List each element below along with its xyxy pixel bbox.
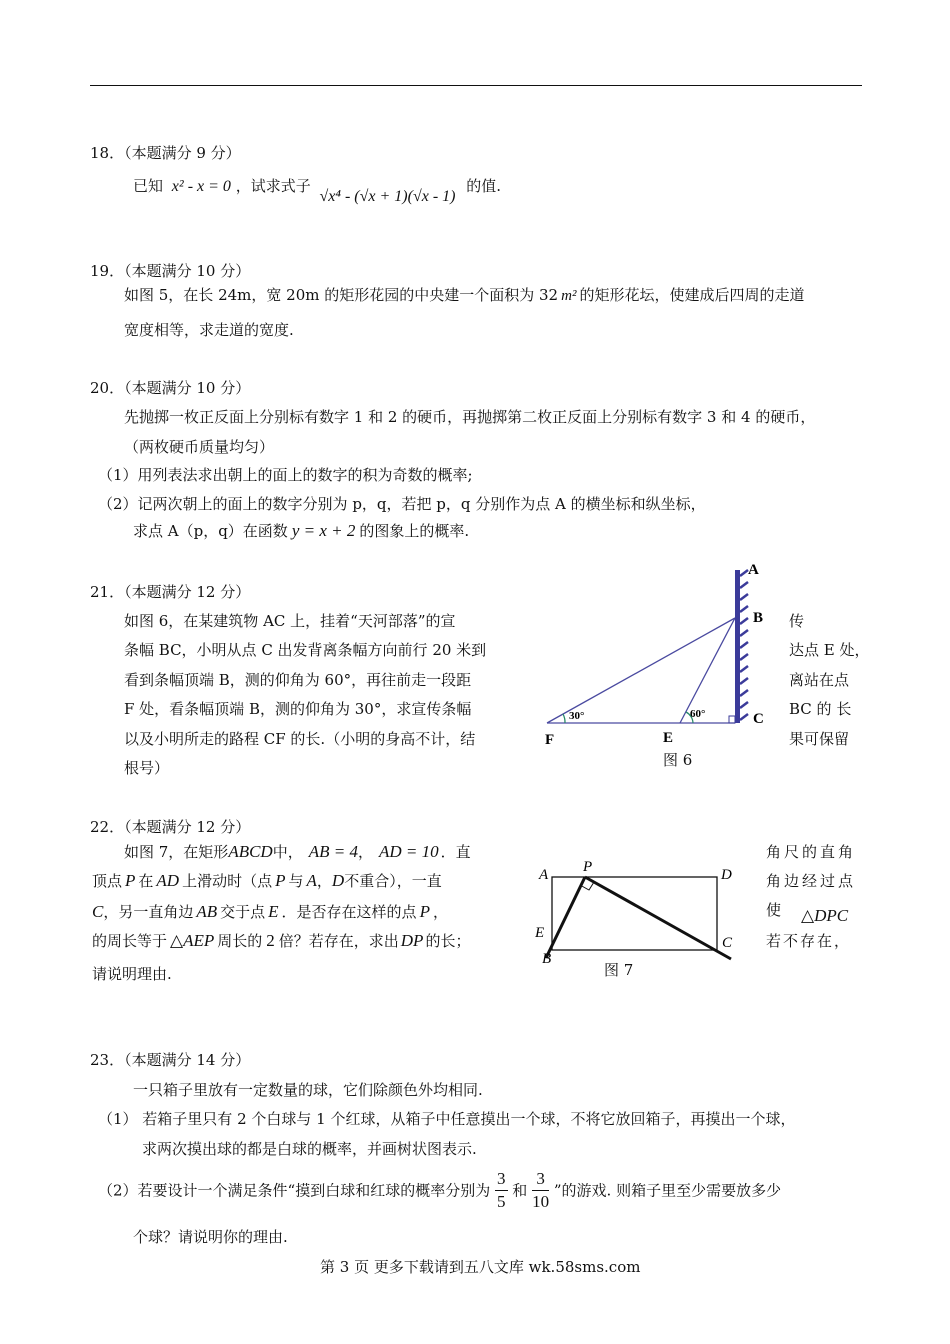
q22-r3-triangle: △DPC (801, 906, 849, 925)
q22-l1c: 中， (272, 843, 303, 861)
q22-l2h: A (306, 871, 317, 890)
q22-l4c: 周长的 (217, 932, 263, 950)
q22-l3f: ．是否存在这样的点 (281, 903, 417, 921)
figure-7 (535, 855, 745, 980)
q21-l6: 根号） (124, 759, 170, 777)
fig7-label-P: P (583, 859, 593, 875)
q19-unit: m² (561, 288, 577, 304)
q22-l1g: ．直 (440, 843, 471, 861)
fig6-arc-30 (563, 714, 565, 723)
q22-l2j: D (331, 871, 345, 890)
q22-l4b: △AEP (170, 931, 215, 950)
q22-r1: 角尺的直角 (766, 843, 857, 861)
q20-function: y = x + 2 (291, 521, 356, 540)
q22-l2d: AD (156, 871, 180, 890)
q23-line3: 求两次摸出球的都是白球的概率，并画树状图表示. (142, 1140, 477, 1158)
q23-frac2-denominator: 10 (532, 1192, 550, 1211)
q19-line1a: 如图 5，在长 24m，宽 20m 的矩形花园的中央建一个面积为 32 (124, 286, 559, 304)
q18-pre: 已知 (133, 177, 164, 195)
q19-line1 (124, 285, 804, 306)
q22-l4d: 2 (266, 931, 275, 950)
q22-l3 (92, 902, 448, 922)
q22-l4e: 倍？若存在，求出 (278, 932, 399, 950)
q22-r3 (766, 900, 849, 925)
q22-l4 (92, 931, 470, 951)
q22-l1d: AB = 4 (308, 842, 358, 861)
q22-l5: 请说明理由. (92, 965, 172, 983)
q18-heading: 18．（本题满分 9 分） (90, 144, 241, 162)
q23-frac1-denominator: 5 (497, 1192, 506, 1211)
q21-heading: 21．（本题满分 12 分） (90, 583, 251, 601)
q20-line3: （1）用列表法求出朝上的面上的数字的积为奇数的概率; (98, 466, 473, 484)
fig6-label-B: B (753, 610, 764, 626)
fig6-building-wall (735, 570, 740, 723)
q22-l1b: ABCD (228, 842, 273, 861)
fig7-label-A: A (539, 867, 549, 883)
q22-r3-text: 使 (766, 901, 782, 919)
fig6-label-F: F (545, 732, 555, 748)
q21-l3: 看到条幅顶端 B，测的仰角为 60°，再往前走一段距 (124, 671, 472, 689)
q23-frac1-numerator: 3 (495, 1168, 508, 1191)
fig6-angle-30: 30° (569, 710, 585, 722)
q20-heading: 20．（本题满分 10 分） (90, 379, 251, 397)
q19-heading: 19．（本题满分 10 分） (90, 262, 251, 280)
q23-line1: 一只箱子里放有一定数量的球，它们除颜色外均相同. (133, 1081, 483, 1099)
q22-l2i: ， (316, 872, 332, 890)
q23-fraction-3-5 (495, 1168, 508, 1213)
q22-l4g: 的长； (425, 932, 471, 950)
q22-l1e: ， (357, 843, 373, 861)
q22-l3c: AB (196, 902, 218, 921)
q20-line4: （2）记两次朝上的面上的数字分别为 p，q，若把 p，q 分别作为点 A 的横坐标和纵坐标， (98, 495, 706, 513)
q22-l2e: 上滑动时（点 (182, 872, 273, 890)
fig6-hatching (740, 570, 748, 720)
q22-l3g: P (419, 902, 430, 921)
q20-line5a: 求点 A（p，q）在函数 (133, 522, 288, 540)
q23-line5: 个球？请说明你的理由. (133, 1228, 288, 1246)
q19-line2: 宽度相等，求走道的宽度. (124, 321, 294, 339)
q22-l3b: ，另一直角边 (103, 903, 194, 921)
fig7-label-B: B (542, 951, 552, 967)
q22-r2: 角边经过点 (766, 872, 857, 890)
q22-heading: 22．（本题满分 12 分） (90, 818, 251, 836)
q23-line4b: ”的游戏. 则箱子里至少需要放多少 (553, 1181, 782, 1200)
page-footer: 第 3 页 更多下载请到五八文库 wk.58sms.com (320, 1258, 641, 1276)
q22-l3d: 交于点 (220, 903, 266, 921)
fig7-caption: 图 7 (604, 961, 634, 979)
q22-l2b: P (125, 871, 136, 890)
q22-l4a: 的周长等于 (92, 932, 168, 950)
fig6-caption: 图 6 (663, 751, 693, 769)
q23-fraction-3-10 (532, 1168, 549, 1213)
fig7-ruler-long-edge (585, 877, 731, 959)
q22-l1a: 如图 7，在矩形 (124, 843, 229, 861)
q22-l3a: C (92, 902, 104, 921)
q22-l2k: 不重合），一直 (344, 872, 442, 890)
q22-l3h: ， (432, 903, 448, 921)
q20-line1: 先抛掷一枚正反面上分别标有数字 1 和 2 的硬币，再抛掷第二枚正反面上分别标有数字 3 和 4 的硬币， (124, 408, 816, 426)
q21-r5: 果可保留 (789, 730, 850, 748)
q21-l1: 如图 6，在某建筑物 AC 上，挂着“天河部落”的宣 (124, 612, 456, 630)
q22-l2c: 在 (138, 872, 154, 890)
q22-l1 (124, 842, 471, 862)
q20-line2: （两枚硬币质量均匀） (124, 438, 275, 456)
q23-line2: （1） 若箱子里只有 2 个白球与 1 个红球，从箱子中任意摸出一个球，不将它放回箱子，再摸出一个球， (98, 1110, 796, 1128)
fig7-label-D: D (721, 867, 732, 883)
q21-r2: 达点 E 处， (789, 641, 870, 659)
q22-r4: 若不存在， (766, 932, 852, 950)
q21-r4: BC 的 长 (789, 700, 852, 718)
q21-r3: 离站在点 (789, 671, 850, 689)
fig6-label-C: C (753, 711, 764, 727)
fig7-label-C: C (722, 935, 733, 951)
q18-post: 的值. (466, 177, 502, 195)
q18-expression: √x⁴ - (√x + 1)(√x - 1) (319, 188, 456, 205)
fig6-label-E: E (663, 730, 674, 746)
q22-l2a: 顶点 (92, 872, 123, 890)
q23-line4a: （2）若要设计一个满足条件“摸到白球和红球的概率分别为 (98, 1181, 491, 1200)
q22-l4f: DP (400, 931, 424, 950)
fig7-rectangle-ABCD (552, 877, 717, 950)
q18-mid: ，试求式子 (235, 177, 311, 195)
q23-line4 (98, 1168, 781, 1213)
q21-l5: 以及小明所走的路程 CF 的长.（小明的身高不计，结 (124, 730, 476, 748)
q20-line5 (133, 521, 469, 541)
q21-l4: F 处，看条幅顶端 B，测的仰角为 30°，求宣传条幅 (124, 700, 472, 718)
q23-and: 和 (512, 1181, 528, 1200)
q22-l2g: 与 (288, 872, 304, 890)
q22-l2 (92, 871, 442, 891)
q22-l1f: AD = 10 (378, 842, 439, 861)
q22-l2f: P (275, 871, 286, 890)
q18-body (133, 176, 502, 205)
q18-equation: x² - x = 0 (171, 178, 231, 195)
fig6-angle-60: 60° (690, 708, 706, 720)
header-rule (90, 85, 862, 86)
q20-line5b: 的图象上的概率. (359, 522, 470, 540)
fig6-label-A: A (748, 562, 759, 578)
q21-l2: 条幅 BC，小明从点 C 出发背离条幅方向前行 20 米到 (124, 641, 487, 659)
q23-frac2-numerator: 3 (532, 1168, 549, 1191)
fig7-label-E: E (535, 925, 545, 941)
fig6-right-angle-mark (729, 716, 735, 723)
q23-heading: 23．（本题满分 14 分） (90, 1051, 251, 1069)
q22-l3e: E (268, 902, 279, 921)
q21-r1: 传 (789, 612, 805, 630)
figure-6 (535, 558, 775, 773)
q19-line1b: 的矩形花坛，使建成后四周的走道 (579, 286, 805, 304)
